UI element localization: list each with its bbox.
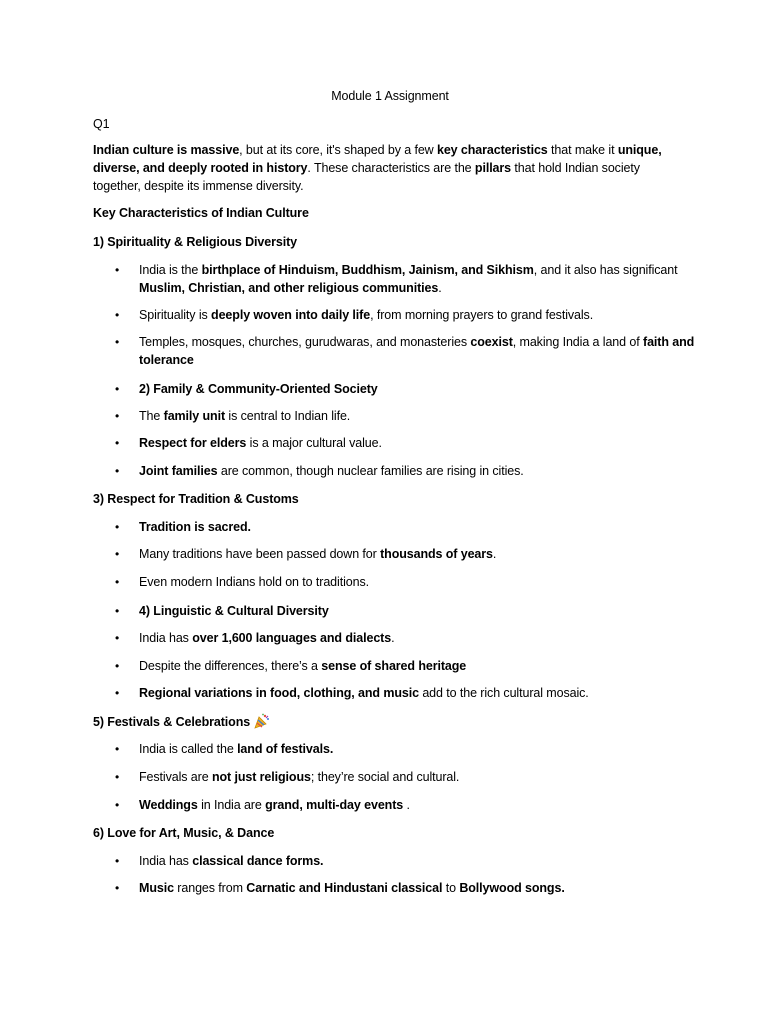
bold-text: coexist	[470, 335, 513, 349]
text-run: India has	[139, 631, 193, 645]
bold-text: classical dance forms.	[192, 854, 324, 868]
list-item	[139, 518, 699, 536]
bold-text: 4) Linguistic & Cultural Diversity	[139, 604, 329, 618]
list-item	[139, 768, 699, 786]
text-run: Despite the differences, there’s a	[139, 659, 322, 673]
text-run: that hold Indian society together, despite its immense diversity.	[93, 161, 640, 193]
text-run: Even modern Indians hold on to traditions.	[139, 575, 369, 589]
bold-text: grand, multi-day events	[265, 798, 404, 812]
bold-text: birthplace of Hinduism, Buddhism, Jainism, and Sikhism	[201, 263, 534, 277]
text-run: Many traditions have been passed down for	[139, 547, 381, 561]
bold-text: land of festivals.	[237, 742, 334, 756]
bold-text: Bollywood songs.	[459, 881, 565, 895]
section-heading-festivals-text: 5) Festivals & Celebrations	[93, 715, 251, 729]
section-heading-tradition: 3) Respect for Tradition & Customs	[93, 492, 299, 506]
key-characteristics-heading: Key Characteristics of Indian Culture	[93, 206, 309, 220]
text-run: India is called the	[139, 742, 238, 756]
bullet-marker: •	[115, 547, 120, 561]
list-item-linguistic-heading	[139, 602, 699, 620]
text-run: India has	[139, 854, 193, 868]
bullet-marker: •	[115, 263, 120, 277]
list-item	[139, 261, 699, 297]
bold-text: Weddings	[139, 798, 198, 812]
list-item	[139, 434, 699, 452]
list-item-family-heading	[139, 380, 699, 398]
text-run: Spirituality is	[139, 308, 212, 322]
text-run: that make it	[547, 143, 618, 157]
bullet-marker: •	[115, 659, 120, 673]
bullet-marker: •	[115, 742, 120, 756]
bullet-marker: •	[115, 308, 120, 322]
list-item	[139, 545, 699, 563]
text-run: , making India a land of	[512, 335, 643, 349]
text-run: is central to Indian life.	[225, 409, 351, 423]
section-heading-art: 6) Love for Art, Music, & Dance	[93, 826, 275, 840]
bold-text: Indian culture is massive	[93, 143, 240, 157]
bold-text: key characteristics	[436, 143, 548, 157]
list-item	[139, 462, 699, 480]
text-run: The	[139, 409, 164, 423]
bold-text: sense of shared heritage	[321, 659, 467, 673]
text-run: Temples, mosques, churches, gurudwaras, and monasteries	[139, 335, 471, 349]
bold-text: unique, diverse, and deeply rooted in history	[93, 143, 662, 175]
text-run: to	[442, 881, 460, 895]
bullet-marker: •	[115, 604, 120, 618]
bold-text: Tradition is sacred.	[139, 520, 251, 534]
bullet-marker: •	[115, 770, 120, 784]
text-run: .	[438, 281, 442, 295]
bullet-marker: •	[115, 335, 120, 349]
text-run: Festivals are	[139, 770, 212, 784]
text-run: ranges from	[173, 881, 247, 895]
bold-text: over 1,600 languages and dialects	[192, 631, 392, 645]
bold-text: faith and tolerance	[139, 335, 695, 367]
bullet-marker: •	[115, 409, 120, 423]
text-run: .	[492, 547, 497, 561]
text-run: India is the	[139, 263, 202, 277]
text-run: are common, though nuclear families are rising in cities.	[217, 464, 524, 478]
bullet-marker: •	[115, 631, 120, 645]
list-item	[139, 852, 699, 870]
bold-text: Joint families	[139, 464, 218, 478]
party-popper-icon	[254, 713, 270, 729]
bold-text: family unit	[163, 409, 226, 423]
bold-text: not just religious	[211, 770, 311, 784]
bold-text: Regional variations in food, clothing, and music	[139, 686, 419, 700]
bullet-marker: •	[115, 798, 120, 812]
bullet-marker: •	[115, 881, 120, 895]
bullet-marker: •	[115, 520, 120, 534]
text-run: add to the rich cultural mosaic.	[418, 686, 589, 700]
bold-text: deeply woven into daily life	[211, 308, 371, 322]
bold-text: Muslim, Christian, and other religious communities	[139, 281, 439, 295]
section-heading-spirituality: 1) Spirituality & Religious Diversity	[93, 235, 297, 249]
text-run: . These characteristics are the	[307, 161, 475, 175]
list-item	[139, 796, 699, 814]
list-item	[139, 407, 699, 425]
list-item	[139, 306, 699, 324]
list-item	[139, 629, 699, 647]
list-item	[139, 573, 699, 591]
page-title: Module 1 Assignment	[331, 89, 449, 103]
bold-text: Carnatic and Hindustani classical	[246, 881, 443, 895]
text-run: is a major cultural value.	[246, 436, 382, 450]
bullet-marker: •	[115, 854, 120, 868]
text-run: , but at its core, it's shaped by a few	[239, 143, 437, 157]
list-item	[139, 333, 699, 369]
bullet-marker: •	[115, 686, 120, 700]
text-run: .	[403, 798, 410, 812]
text-run: ; they’re social and cultural.	[310, 770, 460, 784]
bold-text: thousands of years	[380, 547, 493, 561]
bullet-marker: •	[115, 382, 120, 396]
bold-text: Respect for elders	[139, 436, 247, 450]
text-run: , and it also has significant	[533, 263, 678, 277]
bullet-marker: •	[115, 436, 120, 450]
bold-text: 2) Family & Community-Oriented Society	[139, 382, 378, 396]
intro-paragraph	[93, 141, 683, 195]
bold-text: Music	[139, 881, 174, 895]
list-item	[139, 879, 699, 897]
bullet-marker: •	[115, 575, 120, 589]
text-run: .	[391, 631, 395, 645]
bold-text: pillars	[474, 161, 512, 175]
bullet-marker: •	[115, 464, 120, 478]
list-item	[139, 684, 699, 702]
section-heading-festivals	[93, 713, 683, 731]
question-label: Q1	[93, 117, 110, 131]
list-item	[139, 740, 699, 758]
list-item	[139, 657, 699, 675]
text-run: , from morning prayers to grand festivals.	[370, 308, 594, 322]
text-run: in India are	[197, 798, 266, 812]
